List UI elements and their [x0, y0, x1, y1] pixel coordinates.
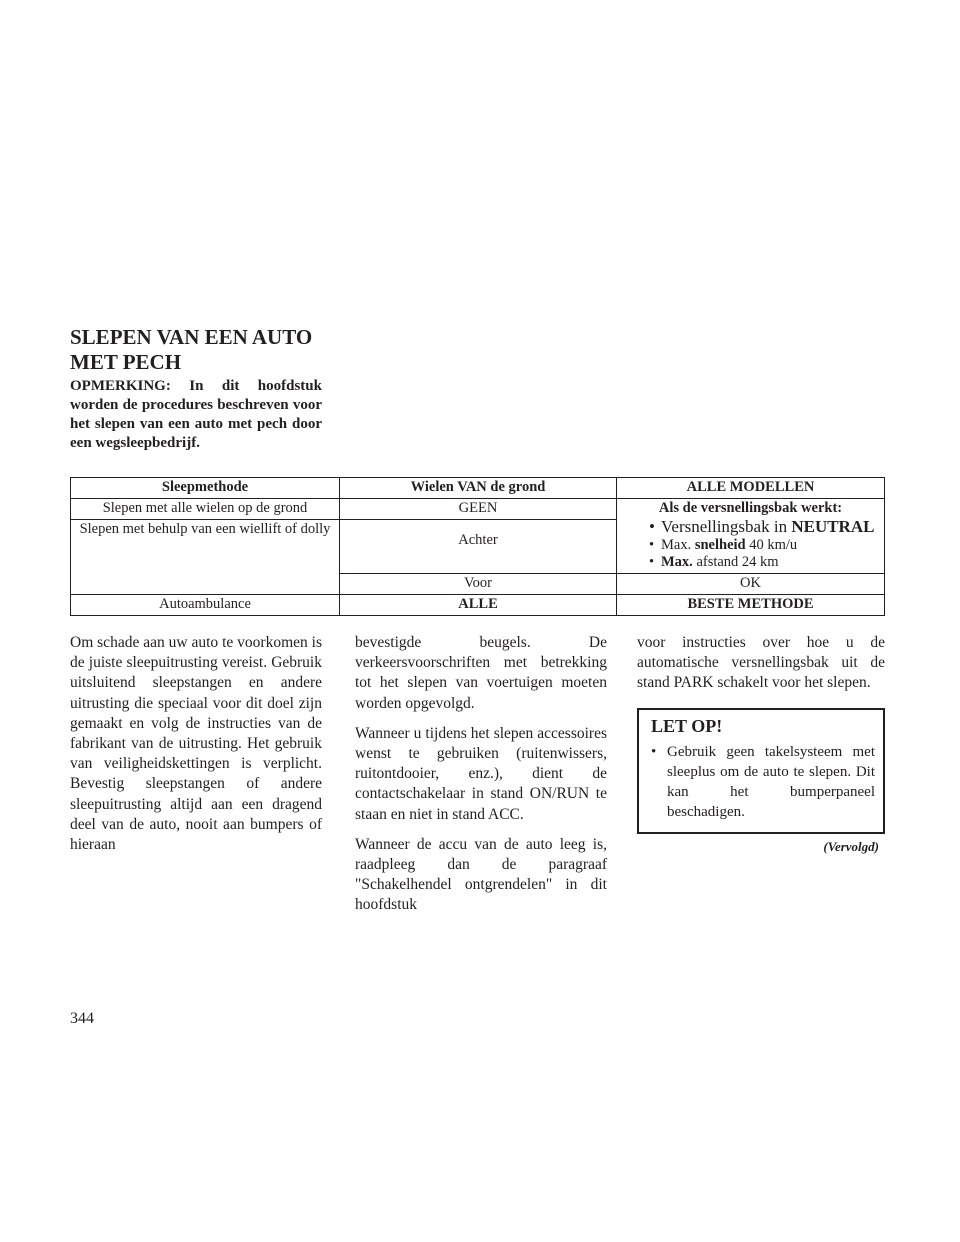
cell-conditions: [617, 499, 885, 574]
towing-table: [70, 477, 885, 616]
cell-method-flatbed: Autoambulance: [71, 595, 340, 616]
table-row: [71, 499, 885, 520]
condition-text: afstand 24 km: [692, 554, 779, 570]
cell-wheels-front: Voor: [340, 574, 617, 595]
section-title-line-1: SLEPEN VAN EEN AUTO: [70, 325, 313, 349]
body-paragraph: bevestigde beugels. De verkeersvoorschriften met betrekking tot het slepen van voertuigen moeten worden opgevolgd.: [355, 634, 607, 712]
section-title-line-2: MET PECH: [70, 350, 182, 374]
conditions-list: [621, 517, 880, 571]
cell-wheels-rear: Achter: [340, 520, 617, 574]
note-paragraph: OPMERKING: In dit hoofdstuk worden de procedures beschreven voor het slepen van een auto met pech door een wegsleepbedrijf.: [70, 378, 322, 451]
header-wheels-off-ground: Wielen VAN de grond: [340, 478, 617, 499]
body-paragraph: Wanneer de accu van de auto leeg is, raadpleeg dan de paragraaf "Schakelhendel ontgrendelen" in dit hoofdstuk: [355, 835, 607, 914]
condition-text: Max.: [661, 537, 695, 553]
conditions-title: Als de versnellingsbak werkt:: [658, 500, 843, 516]
caution-item: • Gebruik geen takelsysteem met sleeplus om de auto te slepen. Dit kan het bumperpaneel beschadigen.: [651, 742, 875, 822]
body-paragraph: Wanneer u tijdens het slepen accessoires wenst te gebruiken (ruitenwissers, ruitontdooier, enz.), dient de contactschakelaar in stand ON/RUN te staan en niet in stand ACC.: [355, 724, 607, 823]
cell-method-wheel-lift: Slepen met behulp van een wiellift of dolly: [71, 520, 340, 595]
cell-models-best: BESTE METHODE: [617, 595, 885, 616]
condition-text: 40 km/u: [745, 537, 798, 553]
list-item: [649, 554, 880, 571]
table-row: [71, 595, 885, 616]
cell-method-flat-tow: Slepen met alle wielen op de grond: [71, 499, 340, 520]
continued-label: (Vervolgd): [823, 838, 879, 854]
text-column-1: [70, 633, 322, 865]
cell-wheels-none: GEEN: [340, 499, 617, 520]
cell-models-ok: OK: [617, 574, 885, 595]
page-number: 344: [70, 1010, 94, 1027]
condition-bold: Max.: [661, 554, 693, 570]
condition-bold: NEUTRAL: [791, 517, 875, 536]
caution-box: [637, 708, 885, 834]
cell-wheels-all: ALLE: [340, 595, 617, 616]
condition-bold: snelheid: [694, 537, 746, 553]
caution-title: LET OP!: [651, 715, 723, 736]
section-title: [70, 325, 370, 375]
list-item: [649, 537, 880, 554]
header-all-models: ALLE MODELLEN: [617, 478, 885, 499]
condition-text: Versnellingsbak in: [661, 517, 792, 536]
header-towing-method: Sleepmethode: [71, 478, 340, 499]
body-paragraph: voor instructies over hoe u de automatische versnellingsbak uit de stand PARK schakelt voor het slepen.: [637, 634, 885, 692]
list-item: [649, 517, 880, 537]
text-column-3: [637, 633, 885, 857]
table-header-row: [71, 478, 885, 499]
body-paragraph: Om schade aan uw auto te voorkomen is de juiste sleepuitrusting vereist. Gebruik uitsluitend sleepstangen en andere uitrusting die speciaal voor dit doel zijn gemaakt en volg de instructies van de fabrikant van de uitrusting. Het gebruik van veiligheidskettingen is verplicht. Bevestig sleepstangen of andere sleepuitrusting altijd aan een dragend deel van de auto, nooit aan bumpers of hieraan: [70, 634, 322, 854]
text-column-2: [355, 633, 607, 926]
